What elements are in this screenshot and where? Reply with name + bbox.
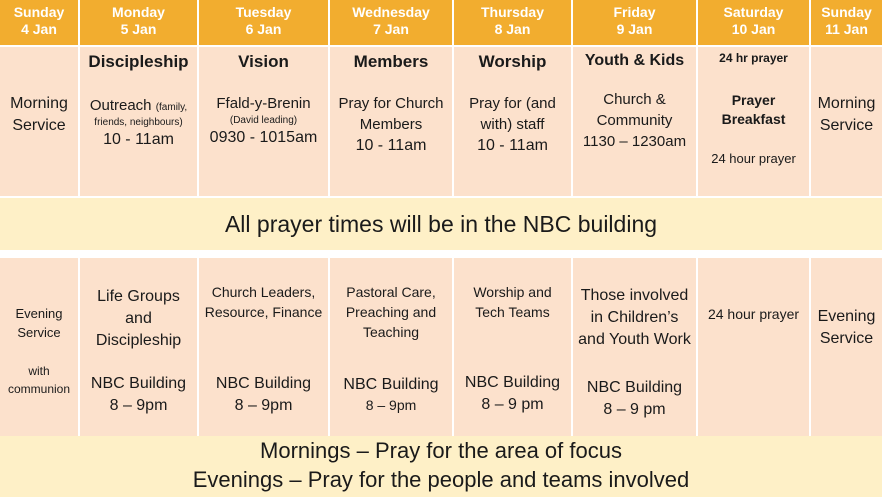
- morning-monday: [80, 47, 199, 196]
- session-time: 0930 - 1015am: [209, 129, 318, 146]
- evening-sunday-start: [0, 258, 80, 440]
- header-tuesday: [199, 0, 330, 45]
- evening-tuesday: [199, 258, 330, 440]
- location: NBC Building: [215, 375, 312, 392]
- evening-row: [0, 258, 882, 440]
- location: NBC Building: [586, 379, 683, 396]
- cell-text: and Youth Work: [578, 331, 691, 348]
- cell-text: Tech Teams: [475, 304, 550, 320]
- cell-note: (family,: [155, 102, 188, 113]
- day-date: 10 Jan: [731, 21, 776, 37]
- cell-text: Church &: [603, 91, 666, 108]
- evening-monday: [80, 258, 199, 440]
- cell-text: Service: [819, 330, 874, 347]
- cell-text: Preaching and: [345, 304, 437, 320]
- footer-line-evenings: Evenings – Pray for the people and teams involved: [192, 467, 690, 492]
- focus-title: Vision: [238, 52, 289, 71]
- day-date: 11 Jan: [825, 21, 868, 37]
- day-name: Thursday: [480, 4, 544, 20]
- cell-text: Service: [819, 117, 874, 134]
- cell-text: Pastoral Care,: [346, 284, 436, 300]
- cell-note: 24 hour prayer: [711, 151, 796, 166]
- footer-instructions: [0, 436, 882, 497]
- location: NBC Building: [90, 375, 187, 392]
- day-date: 6 Jan: [245, 21, 282, 37]
- session-time: 10 - 11am: [103, 131, 174, 148]
- cell-text: Service: [17, 325, 61, 340]
- evening-thursday: [454, 258, 573, 440]
- cell-text: in Children’s: [590, 309, 679, 326]
- header-monday: [80, 0, 199, 45]
- day-name: Wednesday: [352, 4, 430, 20]
- cell-text: Ffald-y-Brenin: [216, 95, 311, 112]
- day-date: 9 Jan: [616, 21, 653, 37]
- cell-note: (David leading): [229, 115, 298, 126]
- cell-text: and: [125, 310, 152, 327]
- day-name: Sunday: [13, 4, 65, 20]
- day-date: 4 Jan: [21, 21, 57, 37]
- cell-text: Members: [359, 116, 423, 133]
- morning-wednesday: [330, 47, 454, 196]
- header-sunday-4: [0, 0, 80, 45]
- focus-title: Youth & Kids: [584, 52, 685, 69]
- cell-text: with: [28, 364, 50, 378]
- cell-text: Morning: [817, 95, 876, 112]
- session-time: 10 - 11am: [355, 137, 427, 154]
- cell-text: Life Groups: [97, 288, 180, 305]
- session-time: 8 – 9pm: [365, 397, 417, 413]
- cell-text: with) staff: [480, 116, 545, 133]
- session-time: 8 – 9 pm: [481, 396, 544, 413]
- cell-text: Evening: [817, 308, 876, 325]
- footer-line-mornings: Mornings – Pray for the area of focus: [260, 438, 622, 463]
- evening-friday: [573, 258, 698, 440]
- focus-title: Worship: [478, 52, 547, 71]
- cell-text: Worship and: [473, 284, 552, 300]
- day-name: Saturday: [723, 4, 784, 20]
- cell-text: Morning: [10, 95, 68, 112]
- morning-friday: [573, 47, 698, 196]
- day-name: Sunday: [821, 4, 872, 20]
- morning-saturday: [698, 47, 811, 196]
- focus-title: 24 hr prayer: [719, 51, 788, 65]
- cell-text: Church Leaders,: [211, 284, 316, 300]
- session-time: 8 – 9 pm: [603, 401, 666, 418]
- morning-sunday-end: [811, 47, 882, 196]
- evening-saturday: [698, 258, 811, 440]
- session-time: 10 - 11am: [477, 137, 548, 154]
- session-time: 8 – 9pm: [109, 397, 168, 414]
- evening-sunday-end: [811, 258, 882, 440]
- cell-text: Breakfast: [721, 111, 786, 127]
- focus-title: Discipleship: [88, 52, 189, 71]
- day-name: Friday: [613, 4, 656, 20]
- cell-text: Teaching: [362, 324, 420, 340]
- session-time: 1130 – 1230am: [582, 133, 687, 150]
- cell-text: Those involved: [580, 287, 689, 304]
- day-date: 5 Jan: [120, 21, 157, 37]
- day-header-row: [0, 0, 882, 45]
- header-sunday-11: [811, 0, 882, 45]
- cell-text: Service: [12, 117, 66, 134]
- cell-text: Prayer: [731, 92, 776, 108]
- location: NBC Building: [343, 376, 439, 393]
- cell-text: Outreach: [89, 97, 152, 114]
- day-date: 8 Jan: [494, 21, 531, 37]
- morning-thursday: [454, 47, 573, 196]
- cell-text: Pray for Church: [338, 95, 444, 112]
- cell-text: Community: [596, 112, 673, 129]
- day-name: Tuesday: [235, 4, 292, 20]
- session-time: 8 – 9pm: [234, 397, 293, 414]
- evening-wednesday: [330, 258, 454, 440]
- cell-text: Discipleship: [95, 332, 182, 349]
- focus-title: Members: [353, 52, 429, 71]
- cell-text: communion: [7, 382, 71, 396]
- morning-tuesday: [199, 47, 330, 196]
- header-saturday: [698, 0, 811, 45]
- cell-text: Pray for (and: [469, 95, 556, 112]
- day-date: 7 Jan: [373, 21, 409, 37]
- prayer-location-banner: All prayer times will be in the NBC building: [0, 198, 882, 250]
- header-wednesday: [330, 0, 454, 45]
- cell-text: 24 hour prayer: [707, 306, 800, 322]
- morning-sunday-start: [0, 47, 80, 196]
- header-friday: [573, 0, 698, 45]
- morning-row: [0, 47, 882, 196]
- cell-text: Evening: [15, 306, 63, 321]
- cell-note: friends, neighbours): [94, 117, 183, 128]
- location: NBC Building: [464, 374, 561, 391]
- cell-text: Resource, Finance: [204, 304, 323, 320]
- header-thursday: [454, 0, 573, 45]
- day-name: Monday: [112, 4, 165, 20]
